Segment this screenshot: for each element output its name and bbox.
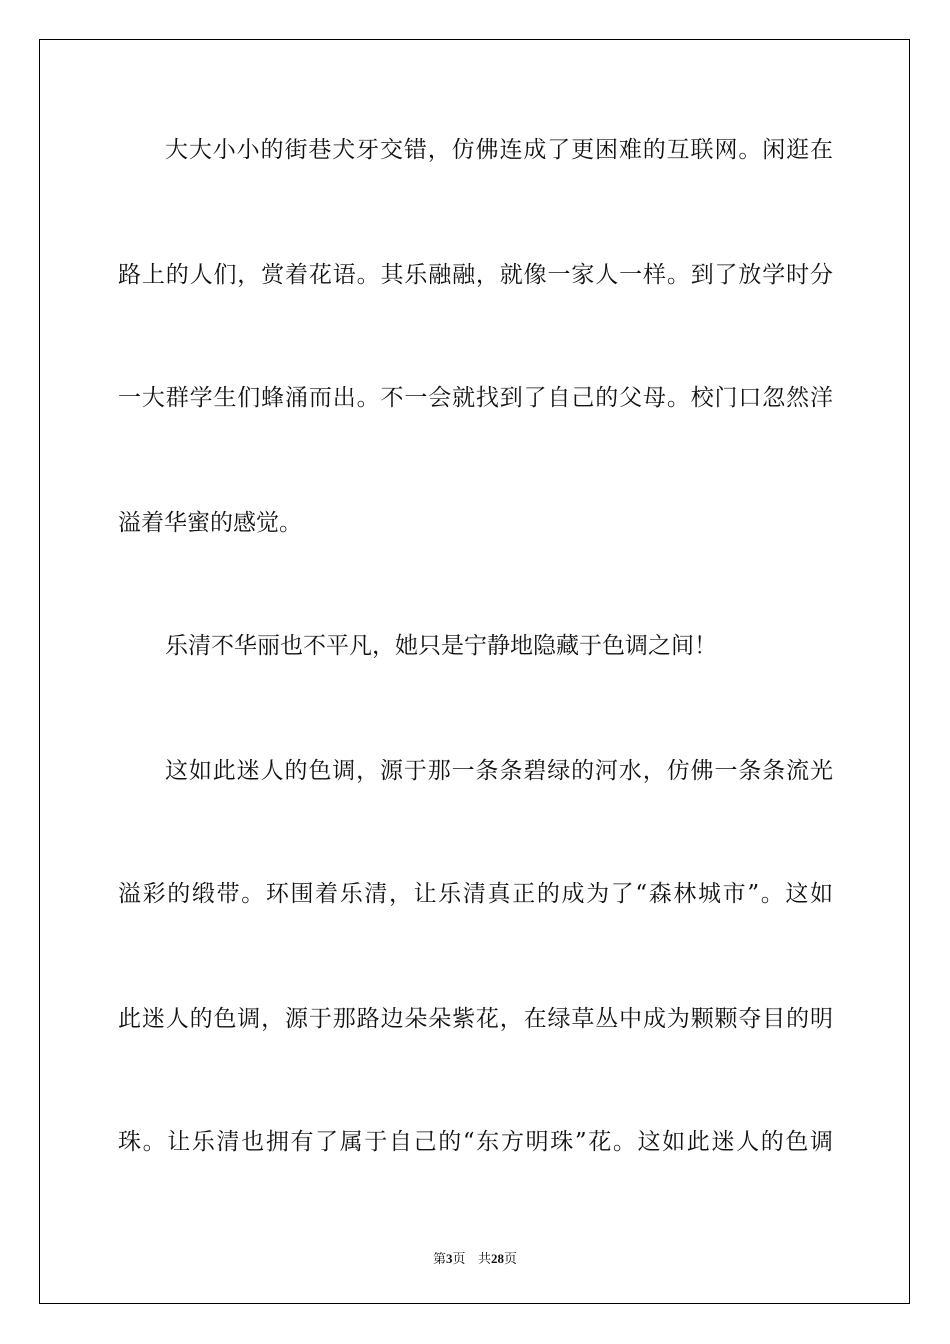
- paragraph-3-line-2: 溢彩的缎带。环围着乐清，让乐清真正的成为了“森林城市”。这如: [118, 881, 833, 907]
- paragraph-1-line-3: 一大群学生们蜂涌而出。不一会就找到了自己的父母。校门口忽然洋: [118, 385, 833, 411]
- paragraph-1-line-4: 溢着华蜜的感觉。: [118, 510, 302, 536]
- paragraph-3-line-4: 珠。让乐清也拥有了属于自己的“东方明珠”花。这如此迷人的色调: [118, 1129, 833, 1155]
- footer-total-suffix: 页: [503, 1252, 517, 1267]
- paragraph-3-line-1: 这如此迷人的色调，源于那一条条碧绿的河水，仿佛一条条流光: [165, 758, 833, 784]
- paragraph-1-line-2: 路上的人们，赏着花语。其乐融融，就像一家人一样。到了放学时分: [118, 262, 833, 288]
- page-border: [39, 39, 910, 1304]
- paragraph-3-line-3: 此迷人的色调，源于那路边朵朵紫花，在绿草丛中成为颗颗夺目的明: [118, 1006, 833, 1032]
- footer-total-prefix: 共: [477, 1252, 491, 1267]
- paragraph-1-line-1: 大大小小的街巷犬牙交错，仿佛连成了更困难的互联网。闲逛在: [165, 137, 833, 163]
- footer-page-prefix: 第: [433, 1252, 447, 1267]
- footer-page-number: 3: [446, 1251, 453, 1266]
- footer-total-pages: 28: [490, 1251, 504, 1266]
- footer-page-suffix: 页: [452, 1252, 466, 1267]
- page-footer: [0, 1248, 950, 1267]
- paragraph-2-line-1: 乐清不华丽也不平凡，她只是宁静地隐藏于色调之间！: [165, 633, 717, 659]
